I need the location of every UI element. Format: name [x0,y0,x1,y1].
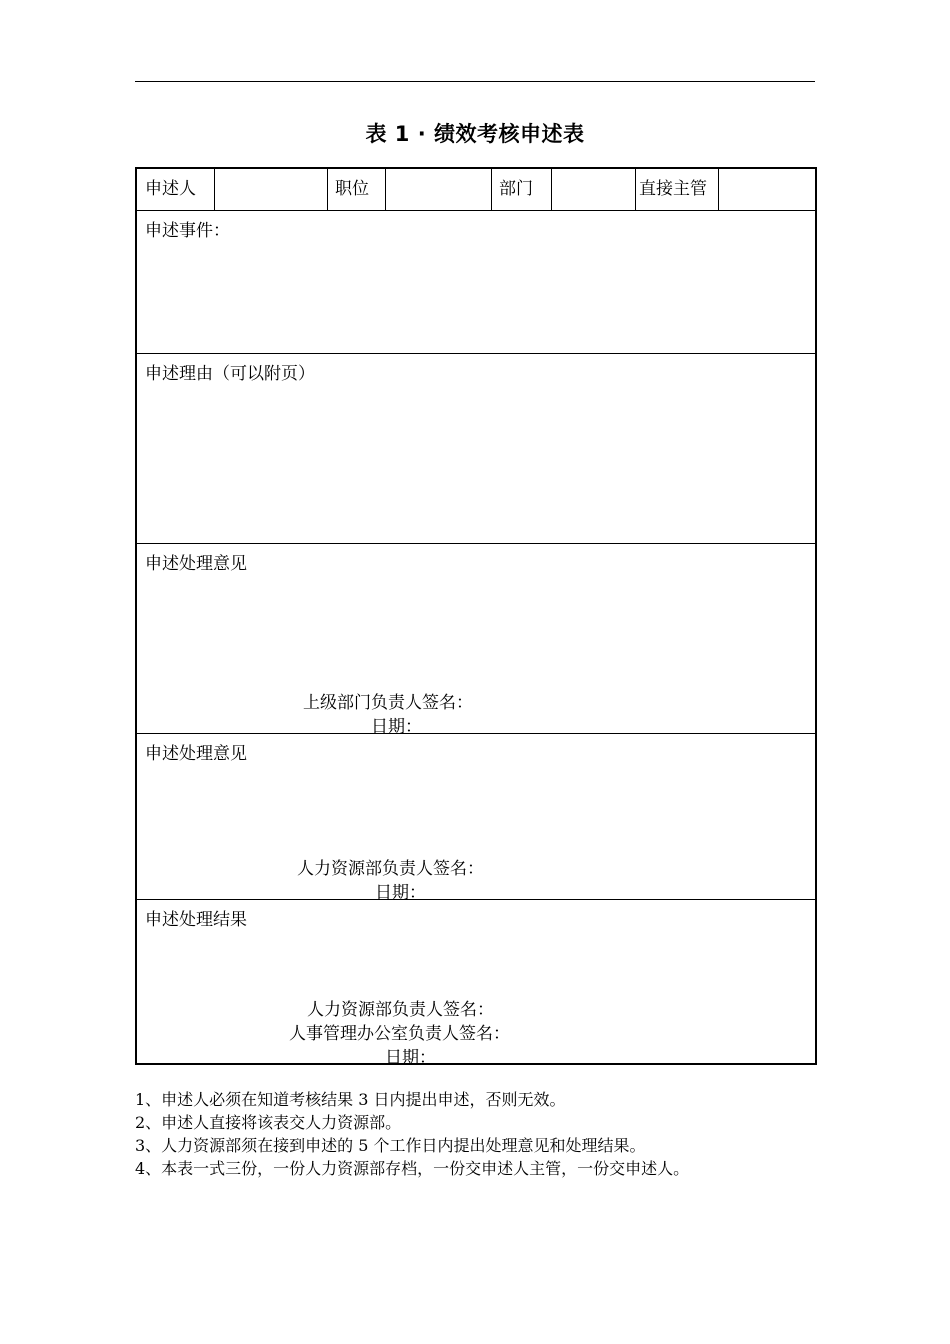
appeal-form [135,167,817,1068]
note-item: 1、申述人必须在知道考核结果 3 日内提出申述，否则无效。 [135,1090,566,1109]
applicant-label: 申述人 [145,179,196,199]
supervisor-field[interactable] [718,169,815,210]
supervisor-label: 直接主管 [639,179,707,199]
date-label: 日期： [371,717,422,737]
event-section[interactable] [137,211,815,354]
header-row [137,169,815,211]
date-label: 日期： [385,1048,436,1068]
result-label: 申述处理结果 [145,910,247,930]
department-label: 部门 [499,179,533,199]
opinion-label: 申述处理意见 [145,744,247,764]
result-section[interactable] [137,900,815,1068]
hr-signature-label: 人力资源部负责人签名： [307,1000,494,1020]
opinion-label: 申述处理意见 [145,554,247,574]
date-label: 日期： [375,883,426,903]
office-signature-label: 人事管理办公室负责人签名： [289,1024,510,1044]
opinion-section-superior[interactable] [137,544,815,737]
superior-signature-label: 上级部门负责人签名： [303,693,473,713]
note-item: 2、申述人直接将该表交人力资源部。 [135,1113,402,1132]
applicant-field[interactable] [214,169,327,210]
position-label: 职位 [335,179,369,199]
reason-section[interactable] [137,354,815,544]
note-item: 4、本表一式三份，一份人力资源部存档，一份交申述人主管，一份交申述人。 [135,1159,690,1178]
note-item: 3、人力资源部须在接到申述的 5 个工作日内提出处理意见和处理结果。 [135,1136,646,1155]
top-rule [135,81,815,82]
hr-signature-label: 人力资源部负责人签名： [297,859,484,879]
event-label: 申述事件： [145,221,230,241]
opinion-section-hr[interactable] [137,734,815,903]
page-title: 表 1 · 绩效考核申述表 [365,122,585,146]
position-field[interactable] [385,169,491,210]
reason-label: 申述理由（可以附页） [145,364,315,384]
notes-list [135,1088,689,1180]
department-field[interactable] [551,169,635,210]
